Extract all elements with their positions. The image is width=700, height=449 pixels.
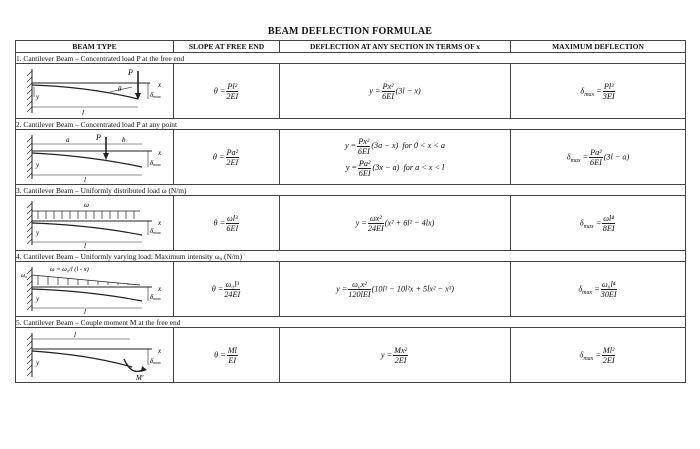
table-row: [16, 328, 686, 383]
slope-formula: θ = $\frac{\text{Pl²}}{2EI}$: [174, 64, 280, 119]
varying-load-label: ω = ω₀/l (l - x): [49, 266, 89, 273]
length-label: l: [83, 176, 86, 183]
table-row: [16, 64, 686, 119]
deflection-formula-segment-1: y = $\frac{\text{Px²}}{6EI}$ (3a − x) for 0 < x < a: [345, 136, 445, 156]
y-axis-label: y: [35, 93, 39, 101]
max-deflection-formula: $\delta_{max}$ = $\frac{\text{Pl³}}{3EI}$: [511, 64, 686, 119]
cantilever-uvl-diagram: [20, 263, 170, 315]
delta-max-label: δmax: [149, 357, 161, 365]
section-title: 3. Cantilever Beam – Uniformly distributed load ω (N/m): [16, 185, 686, 196]
slope-formula: θ = $\frac{\text{Pa²}}{2EI}$: [174, 130, 280, 185]
length-label: l: [83, 308, 86, 315]
delta-max-label: δmax: [149, 293, 161, 301]
deflection-formula: y = $\frac{\text{ωx²}}{24EI}$ (x² + 6l² − 4lx): [280, 196, 511, 251]
section-title: 1. Cantilever Beam – Concentrated load P at the free end: [16, 53, 686, 64]
a-label: a: [65, 136, 69, 144]
max-deflection-formula: $\delta_{max}$ = $\frac{\text{ω₀l⁴}}{30EI}$: [511, 262, 686, 317]
deflection-formula-segment-2: y = $\frac{\text{Pa²}}{6EI}$ (3x − a) for a < x < l: [345, 158, 445, 178]
y-axis-label: y: [35, 359, 39, 367]
y-axis-label: y: [35, 161, 39, 169]
x-axis-label: x: [157, 285, 161, 293]
load-intensity-label: ω: [83, 201, 89, 209]
page-title: BEAM DEFLECTION FORMULAE: [267, 26, 433, 37]
section-title: 5. Cantilever Beam – Couple moment M at the free end: [16, 317, 686, 328]
table-row: [16, 130, 686, 185]
cantilever-udl-diagram: [20, 197, 170, 249]
beam-figure: [16, 130, 174, 185]
section-title: 4. Cantilever Beam – Uniformly varying load: Maximum intensity ω₀ (N/m): [16, 251, 686, 262]
section-title: 2. Cantilever Beam – Concentrated load P at any point: [16, 119, 686, 130]
load-label: P: [95, 133, 101, 142]
max-deflection-formula: $\delta_{max}$ = $\frac{\text{ωl⁴}}{8EI}$: [511, 196, 686, 251]
delta-max-label: δmax: [149, 91, 161, 99]
x-axis-label: x: [157, 219, 161, 227]
header-slope: SLOPE AT FREE END: [174, 41, 280, 53]
omega0-label: ω₀: [20, 273, 27, 279]
deflection-formula: y = $\frac{\text{Px²}}{6EI}$ (3l − x): [280, 64, 511, 119]
beam-figure: [16, 262, 174, 317]
x-axis-label: x: [157, 81, 161, 89]
deflection-formula: y = $\frac{\text{Mx²}}{2EI}$: [280, 328, 511, 383]
x-axis-label: x: [157, 149, 161, 157]
y-axis-label: y: [35, 229, 39, 237]
b-label: b: [121, 136, 125, 144]
delta-max-label: δmax: [149, 227, 161, 235]
max-deflection-formula: $\delta_{max}$ = $\frac{\text{Pa²}}{6EI}$ (3l − a): [511, 130, 686, 185]
moment-label: M': [135, 374, 143, 381]
length-label: l: [83, 242, 86, 249]
delta-max-label: δmax: [149, 159, 161, 167]
length-label: l: [73, 331, 76, 339]
header-row: [16, 41, 686, 53]
formula-table: [15, 40, 686, 383]
theta-label: θ: [117, 85, 121, 93]
deflection-formula: [280, 130, 511, 185]
beam-figure: [16, 64, 174, 119]
x-axis-label: x: [157, 347, 161, 355]
load-label: P: [127, 68, 133, 77]
header-deflection: DEFLECTION AT ANY SECTION IN TERMS OF x: [280, 41, 511, 53]
beam-figure: [16, 196, 174, 251]
slope-formula: θ = $\frac{Ml}{EI}$: [174, 328, 280, 383]
y-axis-label: y: [35, 295, 39, 303]
table-row: [16, 196, 686, 251]
length-label: l: [81, 109, 84, 117]
max-deflection-formula: $\delta_{max}$ = $\frac{\text{Ml²}}{2EI}$: [511, 328, 686, 383]
table-row: [16, 262, 686, 317]
header-beam-type: BEAM TYPE: [16, 41, 174, 53]
beam-figure: [16, 328, 174, 383]
cantilever-moment-diagram: [20, 329, 170, 381]
slope-formula: θ = $\frac{\text{ω₀l³}}{24EI}$: [174, 262, 280, 317]
deflection-formula: y = $\frac{\text{ω₀x²}}{\text{120lEI}}$ (10l³ − 10l²x + 5lx² − x³): [280, 262, 511, 317]
cantilever-point-end-diagram: [20, 65, 170, 117]
slope-formula: θ = $\frac{\text{ωl³}}{6EI}$: [174, 196, 280, 251]
cantilever-point-any-diagram: [20, 131, 170, 183]
header-max-deflection: MAXIMUM DEFLECTION: [511, 41, 686, 53]
